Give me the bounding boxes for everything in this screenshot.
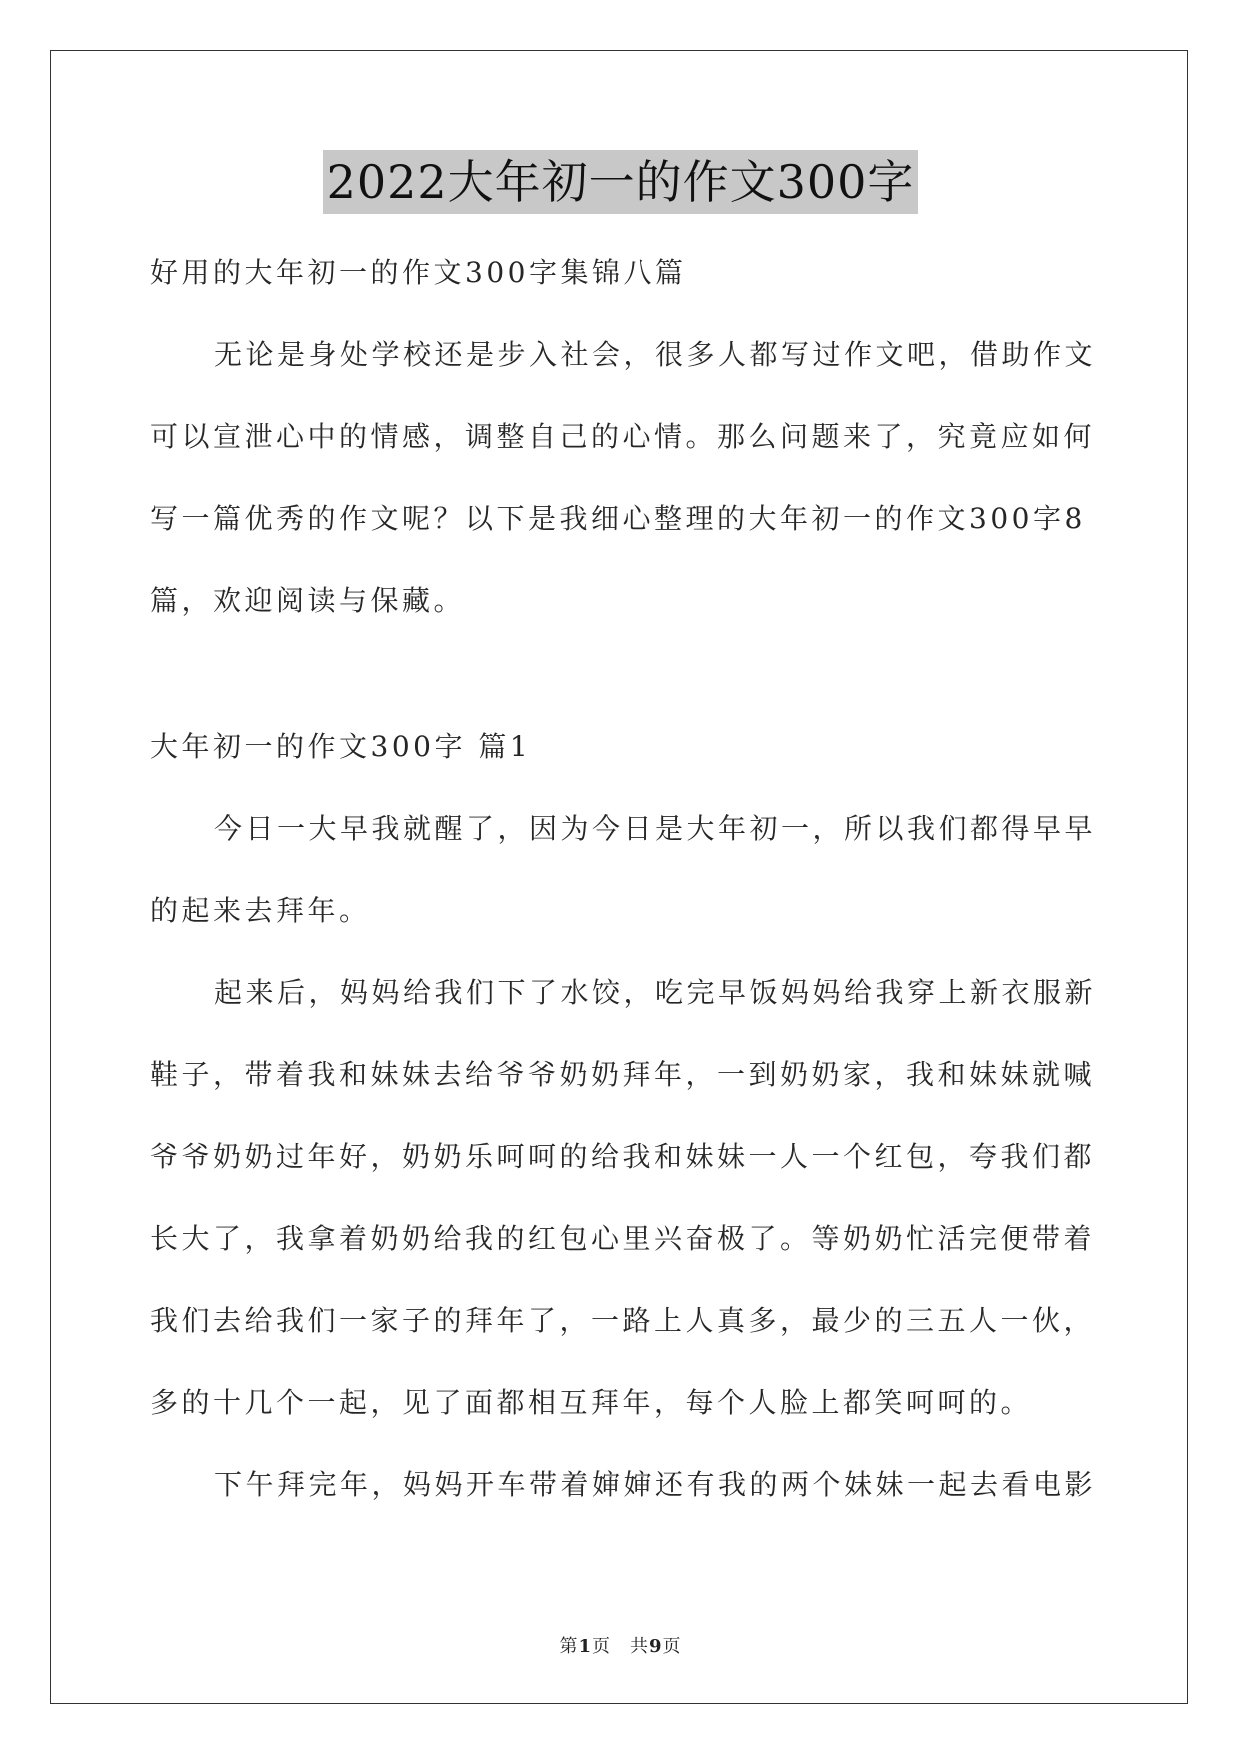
footer-prefix: 第 [559, 1636, 579, 1657]
body-paragraph-3: 下午拜完年，妈妈开车带着婶婶还有我的两个妹妹一起去看电影 [214, 1468, 1097, 1501]
title-container [0, 150, 1241, 214]
intro-paragraph: 无论是身处学校还是步入社会，很多人都写过作文吧，借助作文可以宣泄心中的情感，调整自己的心情。那么问题来了，究竟应如何写一篇优秀的作文呢？以下是我细心整理的大年初一的作文300字8篇，欢迎阅读与保藏。 [150, 338, 1097, 617]
section-gap [150, 642, 1098, 706]
document-title: 2022大年初一的作文300字 [323, 150, 919, 214]
footer-current-page: 1 [578, 1636, 592, 1657]
footer-total-pages: 9 [649, 1636, 663, 1657]
page-footer [0, 1632, 1241, 1658]
document-subtitle: 好用的大年初一的作文300字集锦八篇 [150, 256, 687, 289]
body-paragraph-1: 今日一大早我就醒了，因为今日是大年初一，所以我们都得早早的起来去拜年。 [150, 812, 1097, 927]
footer-suffix: 页 [662, 1636, 682, 1657]
footer-middle: 页 共 [592, 1636, 649, 1657]
section-heading: 大年初一的作文300字 篇1 [150, 730, 532, 763]
body-paragraph-2: 起来后，妈妈给我们下了水饺，吃完早饭妈妈给我穿上新衣服新鞋子，带着我和妹妹去给爷爷奶奶拜年，一到奶奶家，我和妹妹就喊爷爷奶奶过年好，奶奶乐呵呵的给我和妹妹一人一个红包，夸我们都长大了，我拿着奶奶给我的红包心里兴奋极了。等奶奶忙活完便带着我们去给我们一家子的拜年了，一路上人真多，最少的三五人一伙，多的十几个一起，见了面都相互拜年，每个人脸上都笑呵呵的。 [150, 976, 1097, 1419]
document-body [150, 232, 1098, 1526]
